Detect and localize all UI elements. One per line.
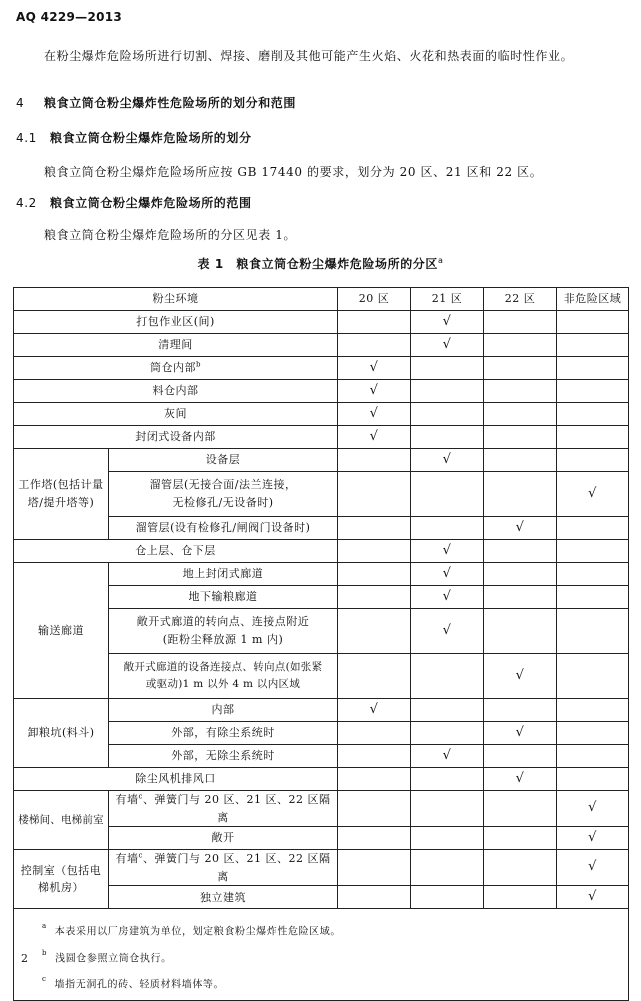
col-header-zone20: 20 区 [338, 288, 411, 311]
check-mark: √ [411, 563, 484, 586]
row-label-text: 有墙 [115, 852, 139, 866]
group-label-control: 控制室（包括电梯机房） [14, 850, 109, 909]
check-mark: √ [338, 426, 411, 449]
row-label [14, 357, 338, 380]
table-note [42, 917, 628, 943]
table-row [14, 426, 629, 449]
row-label-text: 有墙 [115, 793, 139, 806]
check-mark: √ [484, 768, 557, 791]
row-label: 料仓内部 [14, 380, 338, 403]
col-header-nonhazard: 非危险区域 [557, 288, 629, 311]
row-label-text: 、弹簧门与 20 区、21 区、22 区隔离 [142, 793, 331, 824]
table-header-row [14, 288, 629, 311]
check-mark: √ [411, 334, 484, 357]
check-mark: √ [411, 311, 484, 334]
check-mark: √ [338, 699, 411, 722]
table-row [14, 768, 629, 791]
check-mark: √ [484, 654, 557, 699]
table-row [14, 334, 629, 357]
note-text: 墙指无洞孔的砖、轻质材料墙体等。 [54, 979, 225, 991]
table-caption [0, 255, 641, 272]
check-mark: √ [557, 827, 629, 850]
table-note [42, 970, 628, 996]
check-mark: √ [557, 886, 629, 909]
table-row [14, 357, 629, 380]
section-4-1-title: 粮食立筒仓粉尘爆炸危险场所的划分 [50, 131, 252, 145]
row-label [109, 850, 338, 886]
row-label: 灰间 [14, 403, 338, 426]
col-header-zone21: 21 区 [411, 288, 484, 311]
section-4-heading [16, 94, 296, 111]
row-label [109, 609, 338, 654]
row-label-line1: 敞开式廊道的转向点、连接点附近 [136, 615, 310, 629]
row-label-line1: 敞开式廊道的设备连接点、转向点(如张紧 [123, 661, 323, 674]
check-mark: √ [484, 517, 557, 540]
section-4-number: 4 [16, 96, 25, 110]
row-label-text: 筒仓内部 [150, 361, 196, 375]
group-label-stair: 楼梯间、电梯前室 [14, 791, 109, 850]
note-mark: a [42, 922, 47, 931]
row-label: 打包作业区(间) [14, 311, 338, 334]
row-label: 敞开 [109, 827, 338, 850]
note-text: 本表采用以厂房建筑为单位，划定粮食粉尘爆炸性危险区域。 [54, 926, 341, 938]
row-label: 地下输粮廊道 [109, 586, 338, 609]
section-4-1-text: 粮食立筒仓粉尘爆炸危险场所应按 GB 17440 的要求，划分为 20 区、21 区和 22 区。 [44, 165, 543, 179]
section-4-title: 粮食立筒仓粉尘爆炸性危险场所的划分和范围 [44, 96, 297, 110]
footnote-mark: c [138, 792, 143, 801]
table-row [14, 380, 629, 403]
footnote-mark: b [196, 360, 201, 369]
note-mark: c [42, 975, 47, 984]
section-4-2-number: 4.2 [16, 196, 37, 210]
row-label: 设备层 [109, 449, 338, 472]
note-text: 浅圆仓参照立筒仓执行。 [55, 953, 172, 965]
row-label: 清理间 [14, 334, 338, 357]
group-label-pit: 卸粮坑(料斗) [14, 699, 109, 768]
row-label: 除尘风机排风口 [14, 768, 338, 791]
row-label: 外部，无除尘系统时 [109, 745, 338, 768]
table-row [14, 403, 629, 426]
table-row [14, 311, 629, 334]
check-mark: √ [557, 791, 629, 827]
row-label: 地上封闭式廊道 [109, 563, 338, 586]
table-row [14, 850, 629, 886]
row-label: 独立建筑 [109, 886, 338, 909]
check-mark: √ [338, 357, 411, 380]
check-mark: √ [557, 472, 629, 517]
section-4-2-text: 粮食立筒仓粉尘爆炸危险场所的分区见表 1。 [44, 228, 297, 242]
row-label-line2: 或驱动)1 m 以外 4 m 以内区域 [145, 678, 301, 690]
table-row [14, 540, 629, 563]
section-4-1-number: 4.1 [16, 131, 37, 145]
table-notes-row [14, 909, 629, 1001]
table-row [14, 699, 629, 722]
col-header-zone22: 22 区 [484, 288, 557, 311]
row-label-text: 、弹簧门与 20 区、21 区、22 区隔离 [142, 852, 331, 883]
section-4-2-heading [16, 194, 252, 211]
table-row [14, 563, 629, 586]
check-mark: √ [338, 403, 411, 426]
page-number: 2 [21, 952, 28, 965]
table-notes [14, 909, 629, 1001]
section-4-2-title: 粮食立筒仓粉尘爆炸危险场所的范围 [50, 196, 252, 210]
row-label: 溜管层(设有检修孔/闸阀门设备时) [109, 517, 338, 540]
table-caption-footnote-mark: a [438, 256, 444, 265]
check-mark: √ [411, 586, 484, 609]
hazard-zone-table [13, 287, 629, 1001]
group-label-work-tower: 工作塔(包括计量塔/提升塔等) [14, 449, 109, 540]
check-mark: √ [411, 745, 484, 768]
document-id: AQ 4229—2013 [16, 10, 123, 24]
footnote-mark: c [138, 851, 143, 860]
table-note [42, 944, 628, 970]
note-mark: b [42, 948, 48, 957]
table-row [14, 449, 629, 472]
row-label [109, 791, 338, 827]
row-label [109, 472, 338, 517]
row-label: 仓上层、仓下层 [14, 540, 338, 563]
table-row [14, 791, 629, 827]
check-mark: √ [411, 540, 484, 563]
check-mark: √ [557, 850, 629, 886]
intro-paragraph: 在粉尘爆炸危险场所进行切割、焊接、磨削及其他可能产生火焰、火花和热表面的临时性作业。 [44, 49, 574, 63]
col-header-environment: 粉尘环境 [14, 288, 338, 311]
section-4-1-heading [16, 129, 252, 146]
row-label: 封闭式设备内部 [14, 426, 338, 449]
row-label-line2: (距粉尘释放源 1 m 内) [162, 633, 284, 646]
row-label [109, 654, 338, 699]
table-caption-text: 表 1 粮食立筒仓粉尘爆炸危险场所的分区 [197, 257, 438, 271]
row-label-line2: 无检修孔/无设备时) [172, 496, 274, 509]
row-label: 外部，有除尘系统时 [109, 722, 338, 745]
row-label-line1: 溜管层(无接合面/法兰连接， [149, 478, 297, 492]
check-mark: √ [411, 449, 484, 472]
row-label: 内部 [109, 699, 338, 722]
group-label-conveyor: 输送廊道 [14, 563, 109, 699]
check-mark: √ [411, 609, 484, 654]
check-mark: √ [484, 722, 557, 745]
check-mark: √ [338, 380, 411, 403]
